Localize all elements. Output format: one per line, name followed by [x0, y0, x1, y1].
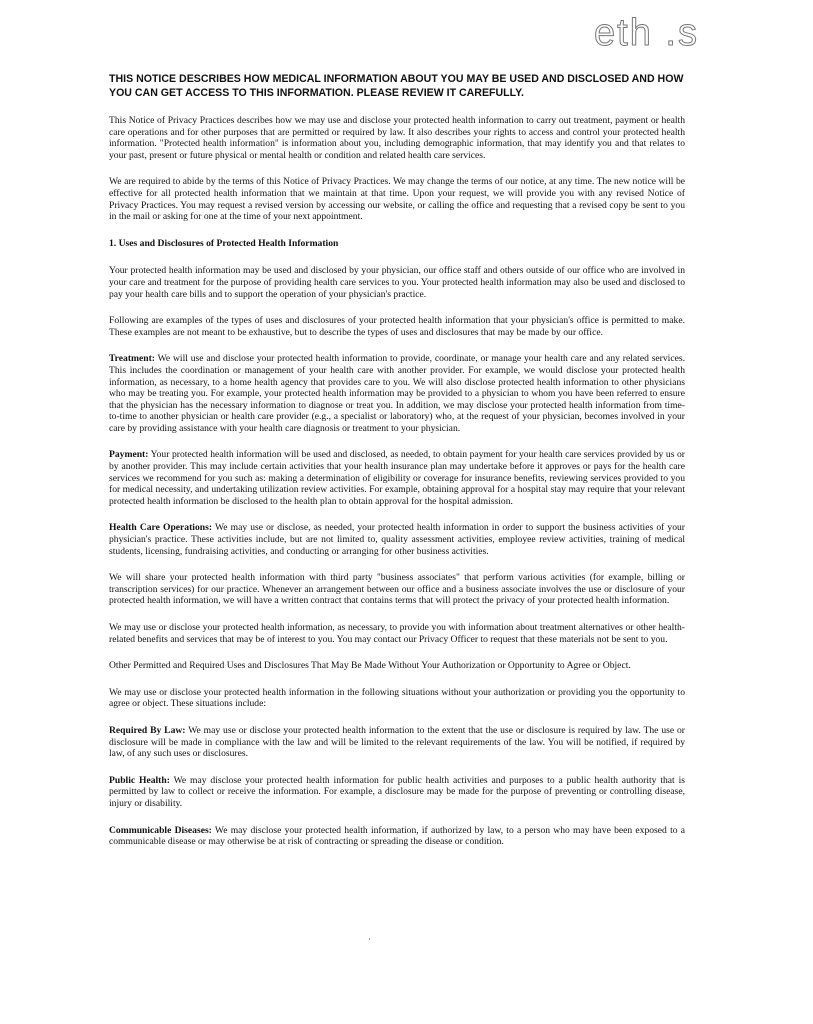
paragraph-payment: [109, 449, 685, 507]
paragraph-uses: Your protected health information may be used and disclosed by your physician, our office staff and others outside of our office who are involved in your care and treatment for the purpose of providing health care services to you. Your protected health information may also be used and disclosed to pay your health care bills and to support the operation of your physician's practice.: [109, 265, 685, 300]
public-health-label: Public Health:: [109, 774, 170, 786]
paragraph-required-by-law: [109, 725, 685, 760]
payment-label: Payment:: [109, 449, 149, 461]
paragraph-other-permitted: Other Permitted and Required Uses and Disclosures That May Be Made Without Your Authorization or Opportunity to Agree or Object.: [109, 660, 631, 672]
communicable-diseases-label: Communicable Diseases:: [109, 824, 212, 836]
public-health-text: We may disclose your protected health information for public health activities and purposes to a public health authority that is permitted by law to collect or receive the information. For example, a disclosure may be made for the purpose of preventing or controlling disease, injury or disability.: [109, 774, 685, 809]
paragraph-examples: Following are examples of the types of uses and disclosures of your protected health information that your physician's office is permitted to make. These examples are not meant to be exhaustive, but to describe the types of uses and disclosures that may be made by our office.: [109, 315, 685, 338]
section-heading-uses-disclosures: 1. Uses and Disclosures of Protected Health Information: [109, 237, 339, 249]
communicable-diseases-text: We may disclose your protected health information, if authorized by law, to a person who may have been exposed to a communicable disease or may otherwise be at risk of contracting or spreading the disease or condition.: [109, 824, 686, 848]
paragraph-communicable-diseases: [109, 825, 685, 848]
paragraph-abide: We are required to abide by the terms of this Notice of Privacy Practices. We may change the terms of our notice, at any time. The new notice will be effective for all protected health information that we maintain at that time. Upon your request, we will provide you with any revised Notice of Privacy Practices. You may request a revised version by accessing our website, or calling the office and requesting that a revised copy be sent to you in the mail or asking for one at the time of your next appointment.: [109, 176, 685, 223]
paragraph-business-associates: We will share your protected health information with third party "business associates" that perform various activities (for example, billing or transcription services) for our practice. Whenever an arrangement between our office and a business associate involves the use or disclosure of your protected health information, we will have a written contract that contains terms that will protect the privacy of your protected health information.: [109, 572, 685, 607]
notice-title: THIS NOTICE DESCRIBES HOW MEDICAL INFORMATION ABOUT YOU MAY BE USED AND DISCLOSED AND HOW YOU CAN GET ACCESS TO THIS INFORMATION. PLEASE REVIEW IT CAREFULLY.: [109, 73, 684, 99]
required-by-law-text: We may use or disclose your protected health information to the extent that the use or disclosure is required by law. The use or disclosure will be made in compliance with the law and will be limited to the relevant requirements of the law. You will be notified, if required by law, of any such uses or disclosures.: [109, 724, 685, 760]
operations-label: Health Care Operations:: [109, 522, 213, 534]
paragraph-treatment: [109, 353, 685, 434]
paragraph-alternatives: We may use or disclose your protected health information, as necessary, to provide you with information about treatment alternatives or other health-related benefits and services that may be of interest to you. You may contact our Privacy Officer to request that these materials not be sent to you.: [109, 622, 685, 645]
required-by-law-label: Required By Law:: [109, 724, 186, 736]
page-end-mark: ·: [368, 934, 371, 944]
treatment-label: Treatment:: [109, 353, 155, 365]
document-page: [109, 72, 685, 863]
paragraph-public-health: [109, 775, 685, 810]
payment-text: Your protected health information will be used and disclosed, as needed, to obtain payment for your health care services provided by us or by another provider. This may include certain activities that your health insurance plan may undertake before it approves or pays for the health care services we recommend for you such as: making a determination of eligibility or coverage for insurance benefits, reviewing services provided to you for medical necessity, and undertaking utilization review activities. For example, obtaining approval for a hospital stay may require that your relevant protected health information be disclosed to the health plan to obtain approval for the hospital admission.: [109, 449, 685, 507]
paragraph-operations: [109, 522, 685, 557]
treatment-text: We will use and disclose your protected health information to provide, coordinate, or manage your health care and any related services. This includes the coordination or management of your health care with another provider. For example, we would disclose your protected health information, as necessary, to a home health agency that provides care to you. We will also disclose protected health information to other physicians who may be treating you. For example, your protected health information may be provided to a physician to whom you have been referred to ensure that the physician has the necessary information to diagnose or treat you. In addition, we may disclose your protected health information from time-to-time to another physician or health care provider (e.g., a specialist or laboratory) who, at the request of your physician, becomes involved in your care by providing assistance with your health care diagnosis or treatment to your physician.: [109, 353, 685, 434]
operations-text: We may use or disclose, as needed, your protected health information in order to support the business activities of your physician's practice. These activities include, but are not limited to, quality assessment activities, employee review activities, training of medical students, licensing, fundraising activities, and conducting or arranging for other business activities.: [109, 522, 685, 557]
paragraph-situations: We may use or disclose your protected health information in the following situations without your authorization or providing you the opportunity to agree or object. These situations include:: [109, 686, 685, 710]
scan-stamp: eth .s: [594, 12, 699, 54]
paragraph-intro: This Notice of Privacy Practices describes how we may use and disclose your protected health information to carry out treatment, payment or health care operations and for other purposes that are permitted or required by law. It also describes your rights to access and control your protected health information. "Protected health information" is information about you, including demographic information, that may identify you and that relates to your past, present or future physical or mental health or condition and related health care services.: [109, 115, 685, 161]
